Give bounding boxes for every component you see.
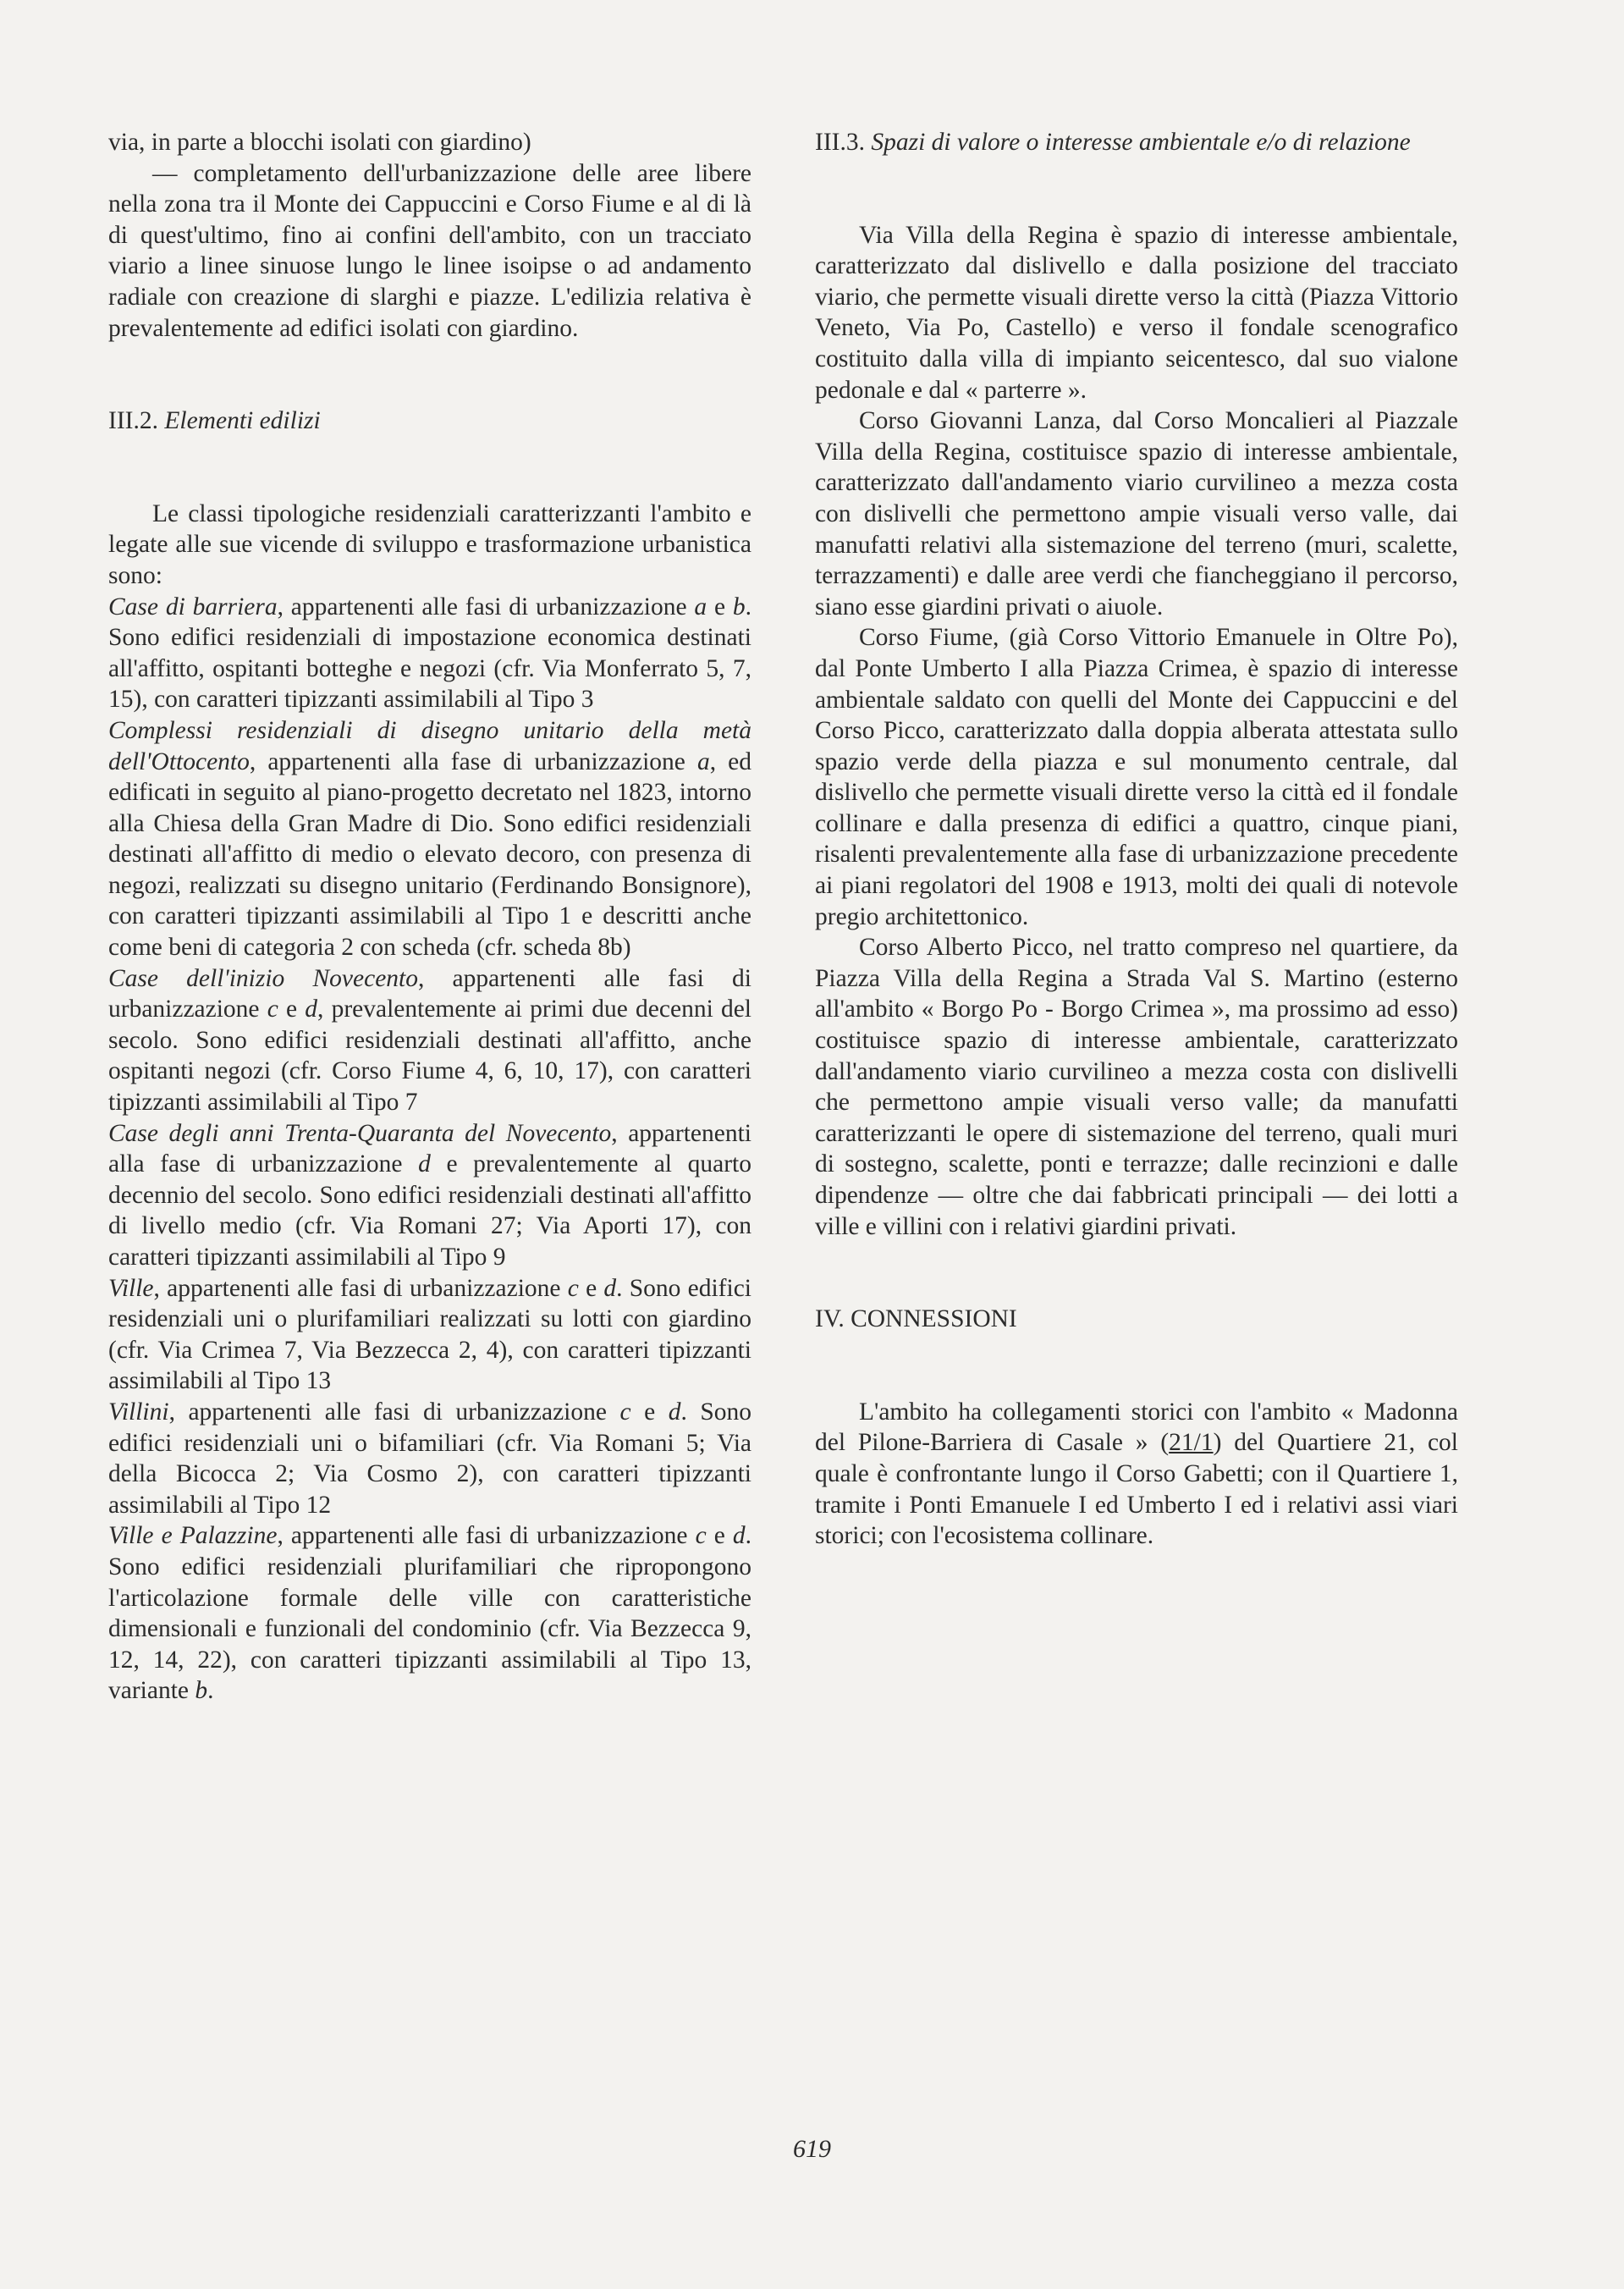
paragraph-corso-alberto-picco: Corso Alberto Picco, nel tratto compreso nel quartiere, da Piazza Villa della Regina a Strada Val S. Martino (esterno all'ambito « Borgo Po - Borgo Crimea », ma prossimo ad esso) costituisce spazio di interesse ambientale, caratterizzato dall'andamento viario curvilineo a mezza costa con dislivelli che permettono ampie visuali verso valle; da manufatti caratterizzanti le opere di sistemazione del terreno, quali muri di sostegno, scalette, ponti e terrazze; dalle recinzioni e dalle dipendenze — oltre che dai fabbricati principali — dei lotti a ville e villini con i relativi giardini privati. xyxy=(815,934,1458,1240)
paragraph-via-villa-della-regina: Via Villa della Regina è spazio di interesse ambientale, caratterizzato dal dislivello e dalla posizione del tracciato viario, che permette visuali dirette verso la città (Piazza Vittorio Veneto, Via Po, Castello) e verso il fondale scenografico costituito dalla villa di impianto seicentesco, dal suo vialone pedonale e dal « parterre ». xyxy=(815,221,1458,404)
section-title: Spazi di valore o interesse ambientale e/o di relazione xyxy=(871,129,1411,156)
entry-case-anni-trenta: Case degli anni Trenta-Quaranta del Novecento, appartenenti alla fase di urbanizzazione d e prevalentemente al quarto decennio del secolo. Sono edifici residenziali destinati all'affitto di livello medio (cfr. Via Romani 27; Via Aporti 17), con caratteri tipizzanti assimilabili al Tipo 9 xyxy=(108,1119,751,1271)
paragraph-completamento: — completamento dell'urbanizzazione delle aree libere nella zona tra il Monte dei Cappuccini e Corso Fiume e al di là di quest'ultimo, fino ai confini dell'ambito, con un tracciato viario a linee sinuose lungo le linee isoipse o ad andamento radiale con creazione di slarghi e piazze. L'edilizia relativa è prevalentemente ad edifici isolati con giardino. xyxy=(108,159,751,342)
entry-ville: Ville, appartenenti alle fasi di urbanizzazione c e d. Sono edifici residenziali uni o plurifamiliari realizzati su lotti con giardino (cfr. Via Crimea 7, Via Bezzecca 2, 4), con caratteri tipizzanti assimilabili al Tipo 13 xyxy=(108,1274,751,1395)
section-heading-connessioni: IV. CONNESSIONI xyxy=(815,1305,1017,1333)
left-column xyxy=(108,127,751,1707)
entry-case-di-barriera: Case di barriera, appartenenti alle fasi di urbanizzazione a e b. Sono edifici residenziali di impostazione economica destinati all'affitto, ospitanti botteghe e negozi (cfr. Via Monferrato 5, 7, 15), con caratteri tipizzanti assimilabili al Tipo 3 xyxy=(108,593,751,714)
paragraph-continued: via, in parte a blocchi isolati con giardino) xyxy=(108,129,531,156)
section-heading-spazi xyxy=(815,127,1458,158)
paragraph-connessioni: L'ambito ha collegamenti storici con l'ambito « Madonna del Pilone-Barriera di Casale » (21/1) del Quartiere 21, col quale è confrontante lungo il Corso Gabetti; con il Quartiere 1, tramite i Ponti Emanuele I ed Umberto I ed i relativi assi viari storici; con l'ecosistema collinare. xyxy=(815,1398,1458,1550)
entry-villini: Villini, appartenenti alle fasi di urbanizzazione c e d. Sono edifici residenziali uni o bifamiliari (cfr. Via Romani 5; Via della Bicocca 2; Via Cosmo 2), con caratteri tipizzanti assimilabili al Tipo 12 xyxy=(108,1398,751,1519)
paragraph-corso-fiume: Corso Fiume, (già Corso Vittorio Emanuele in Oltre Po), dal Ponte Umberto I alla Piazza Crimea, è spazio di interesse ambientale saldato con quelli del Monte dei Cappuccini e del Corso Picco, caratterizzato dalla doppia alberata attestata sullo spazio verde della piazza e sul monumento centrale, dal dislivello che permette visuali dirette verso la città ed il fondale collinare e dalla presenza di edifici a quattro, cinque piani, risalenti prevalentemente alla fase di urbanizzazione precedente ai piani regolatori del 1908 e 1913, molti dei quali di notevole pregio architettonico. xyxy=(815,624,1458,930)
page-number: 619 xyxy=(793,2135,831,2163)
section-heading-elementi-edilizi xyxy=(108,405,751,437)
right-column xyxy=(815,127,1458,1552)
section-number: III.2. xyxy=(108,407,158,435)
paragraph-corso-giovanni-lanza: Corso Giovanni Lanza, dal Corso Moncalieri al Piazzale Villa della Regina, costituisce spazio di interesse ambientale, caratterizzato dall'andamento viario curvilineo a mezza costa con dislivelli che permettono ampie visuali verso valle, dai manufatti relativi alla sistemazione del terreno (muri, scalette, terrazzamenti) e dalle aree verdi che fiancheggiano il percorso, siano esse giardini privati o aiuole. xyxy=(815,407,1458,621)
entry-complessi-residenziali: Complessi residenziali di disegno unitario della metà dell'Ottocento, appartenenti alla fase di urbanizzazione a, ed edificati in seguito al piano-progetto decretato nel 1823, intorno alla Chiesa della Gran Madre di Dio. Sono edifici residenziali destinati all'affitto di medio o elevato decoro, con presenza di negozi, realizzati su disegno unitario (Ferdinando Bonsignore), con caratteri tipizzanti assimilabili al Tipo 1 e descritti anche come beni di categoria 2 con scheda (cfr. scheda 8b) xyxy=(108,716,751,962)
section-title: Elementi edilizi xyxy=(164,407,321,435)
entry-ville-e-palazzine: Ville e Palazzine, appartenenti alle fasi di urbanizzazione c e d. Sono edifici residenziali plurifamiliari che ripropongono l'articolazione formale delle ville con caratteristiche dimensionali e funzionali del condominio (cfr. Via Bezzecca 9, 12, 14, 22), con caratteri tipizzanti assimilabili al Tipo 13, variante b. xyxy=(108,1522,751,1705)
paragraph-intro: Le classi tipologiche residenziali caratterizzanti l'ambito e legate alle sue vicende di sviluppo e trasformazione urbanistica sono: xyxy=(108,499,751,589)
section-number: III.3. xyxy=(815,129,865,156)
ambito-reference-link[interactable]: 21/1 xyxy=(1169,1429,1214,1457)
entry-case-inizio-novecento: Case dell'inizio Novecento, appartenenti alle fasi di urbanizzazione c e d, prevalentemente ai primi due decenni del secolo. Sono edifici residenziali destinati all'affitto, anche ospitanti negozi (cfr. Corso Fiume 4, 6, 10, 17), con caratteri tipizzanti assimilabili al Tipo 7 xyxy=(108,964,752,1117)
